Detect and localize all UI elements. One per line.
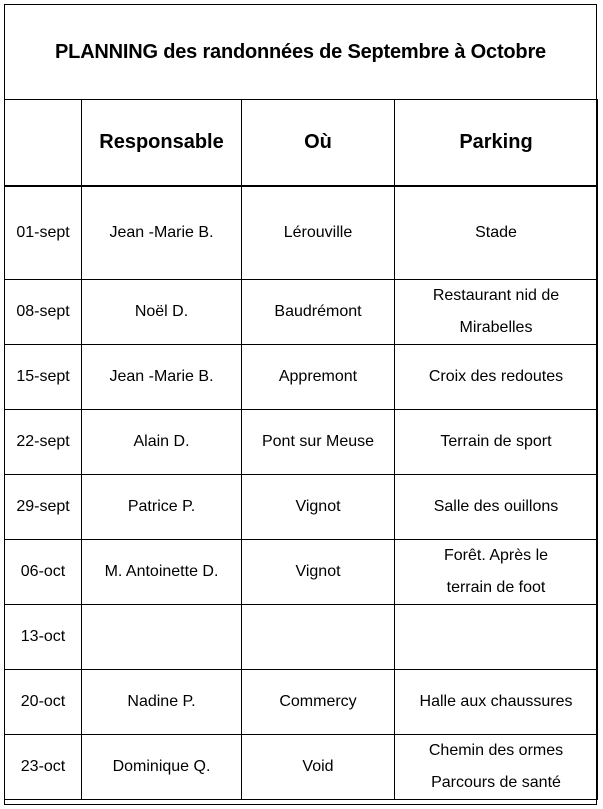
parking-line-1: Forêt. Après le (443, 547, 549, 564)
table-row (5, 670, 598, 735)
page-title: PLANNING des randonnées de Septembre à Octobre (4, 4, 597, 100)
cell-responsable: Nadine P. (82, 670, 242, 735)
cell-parking (395, 605, 598, 670)
cell-responsable: Alain D. (82, 410, 242, 475)
cell-responsable: Dominique Q. (82, 735, 242, 800)
cell-ou: Baudrémont (242, 280, 395, 345)
parking-line-1: Salle des ouillons (433, 498, 559, 515)
parking-line-1: Stade (475, 223, 517, 241)
table-row (5, 186, 598, 280)
cell-responsable: Patrice P. (82, 475, 242, 540)
table-row (5, 605, 598, 670)
cell-parking (395, 735, 598, 800)
table-row (5, 345, 598, 410)
planning-table (4, 99, 598, 800)
table-row (5, 540, 598, 605)
cell-parking (395, 410, 598, 475)
header-ou: Où (242, 100, 395, 186)
header-responsable: Responsable (82, 100, 242, 186)
cell-ou: Pont sur Meuse (242, 410, 395, 475)
cell-responsable (82, 605, 242, 670)
cell-parking (395, 280, 598, 345)
cell-parking (395, 670, 598, 735)
cell-date: 08-sept (5, 280, 82, 345)
cell-ou (242, 605, 395, 670)
cell-responsable: Jean -Marie B. (82, 186, 242, 280)
header-parking: Parking (395, 100, 598, 186)
cell-ou: Commercy (242, 670, 395, 735)
parking-line-1: Croix des redoutes (428, 368, 564, 385)
cell-ou: Vignot (242, 475, 395, 540)
cell-ou: Vignot (242, 540, 395, 605)
parking-line-1: Chemin des ormes (428, 742, 564, 759)
cell-parking (395, 345, 598, 410)
cell-ou: Lérouville (242, 186, 395, 280)
header-row (5, 100, 598, 186)
cell-date: 15-sept (5, 345, 82, 410)
parking-line-1: Halle aux chaussures (419, 693, 573, 710)
cell-parking (395, 186, 598, 280)
cell-date: 01-sept (5, 186, 82, 280)
table-row (5, 410, 598, 475)
cell-responsable: Jean -Marie B. (82, 345, 242, 410)
cell-responsable: Noël D. (82, 280, 242, 345)
cell-date: 23-oct (5, 735, 82, 800)
table-row (5, 475, 598, 540)
cell-parking (395, 475, 598, 540)
parking-line-1: Terrain de sport (440, 433, 552, 450)
cell-date: 20-oct (5, 670, 82, 735)
cell-responsable: M. Antoinette D. (82, 540, 242, 605)
cell-ou: Void (242, 735, 395, 800)
cell-date: 29-sept (5, 475, 82, 540)
parking-line-2: Parcours de santé (431, 774, 561, 791)
cell-date: 22-sept (5, 410, 82, 475)
table-row (5, 735, 598, 800)
parking-line-1: Restaurant nid de (432, 287, 560, 304)
parking-line-2: terrain de foot (446, 579, 546, 596)
header-date (5, 100, 82, 186)
table-row (5, 280, 598, 345)
parking-line-2: Mirabelles (459, 319, 533, 336)
cell-date: 06-oct (5, 540, 82, 605)
cell-ou: Appremont (242, 345, 395, 410)
cell-date: 13-oct (5, 605, 82, 670)
cell-parking (395, 540, 598, 605)
